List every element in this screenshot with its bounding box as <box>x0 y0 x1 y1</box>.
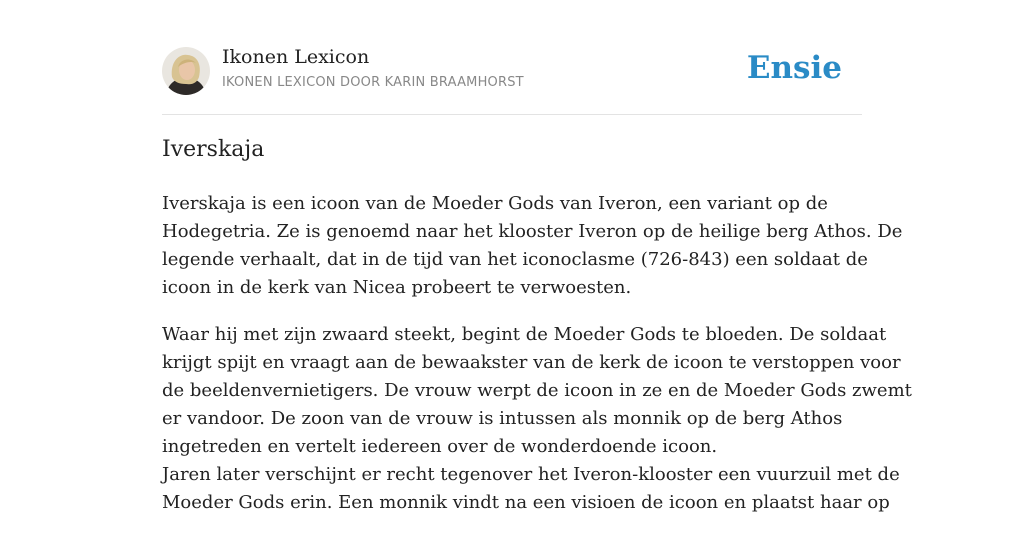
header <box>162 0 862 115</box>
text-line: Jaren later verschijnt er recht tegenover het Iveron-klooster een vuurzuil met de <box>162 464 900 485</box>
article-title: Iverskaja <box>162 137 265 162</box>
text-line: Waar hij met zijn zwaard steekt, begint de Moeder Gods te bloeden. De soldaat <box>162 324 887 345</box>
text-line: krijgt spijt en vraagt aan de bewaakster van de kerk de icoon te verstoppen voor <box>162 352 901 373</box>
avatar[interactable] <box>162 47 210 95</box>
brand-logo[interactable]: Ensie <box>746 50 842 86</box>
text-line: legende verhaalt, dat in de tijd van het iconoclasme (726-843) een soldaat de <box>162 249 868 270</box>
page <box>162 0 912 513</box>
avatar-image <box>162 47 210 95</box>
paragraph <box>162 321 912 517</box>
article-body <box>162 190 912 536</box>
paragraph <box>162 190 903 302</box>
text-line: er vandoor. De zoon van de vrouw is intussen als monnik op de berg Athos <box>162 408 843 429</box>
text-line: ingetreden en vertelt iedereen over de wonderdoende icoon. <box>162 436 718 457</box>
text-line: Hodegetria. Ze is genoemd naar het klooster Iveron op de heilige berg Athos. De <box>162 221 903 242</box>
author-subtitle[interactable]: IKONEN LEXICON DOOR KARIN BRAAMHORST <box>222 75 524 90</box>
text-line: de beeldenvernietigers. De vrouw werpt de icoon in ze en de Moeder Gods zwemt <box>162 380 912 401</box>
text-line: Moeder Gods erin. Een monnik vindt na een visioen de icoon en plaatst haar op <box>162 492 890 513</box>
text-line: icoon in de kerk van Nicea probeert te verwoesten. <box>162 277 632 298</box>
author-name[interactable]: Ikonen Lexicon <box>222 46 370 68</box>
text-line: Iverskaja is een icoon van de Moeder Gods van Iveron, een variant op de <box>162 193 828 214</box>
